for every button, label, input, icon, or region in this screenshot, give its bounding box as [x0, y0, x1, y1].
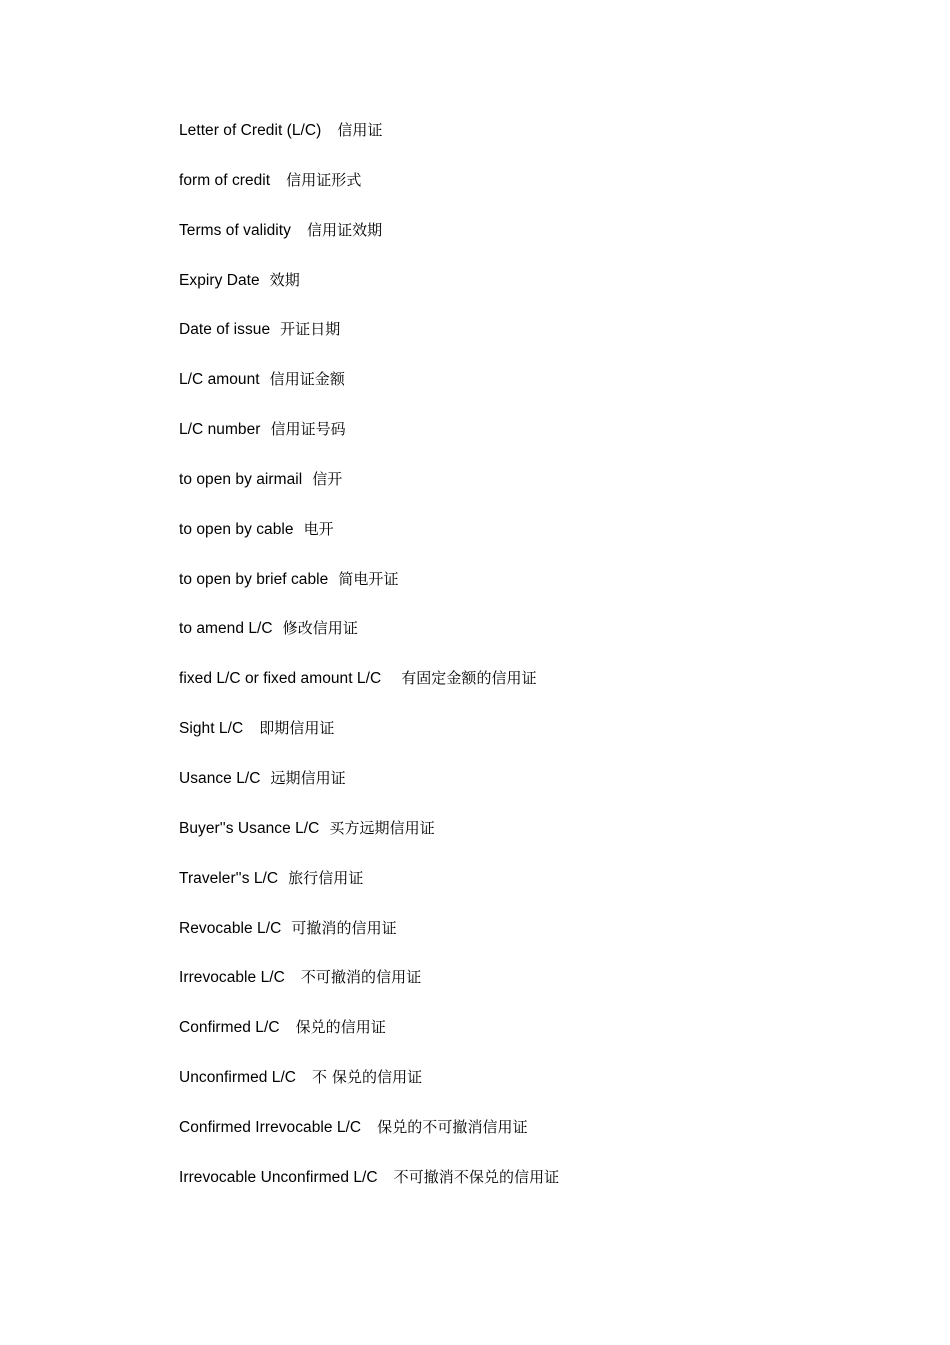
glossary-entry	[179, 366, 559, 416]
english-term: L/C amount	[179, 371, 260, 389]
english-term: to open by brief cable	[179, 570, 329, 588]
chinese-term: 修改信用证	[282, 619, 358, 638]
glossary-list	[179, 117, 559, 1214]
english-term: form of credit	[179, 171, 271, 189]
chinese-term: 不可撤消不保兑的信用证	[393, 1167, 560, 1186]
chinese-term: 信开	[312, 469, 343, 488]
chinese-term: 效期	[269, 270, 300, 289]
glossary-entry	[179, 1064, 559, 1114]
glossary-entry	[179, 1114, 559, 1164]
english-term: Sight L/C	[179, 720, 244, 738]
english-term: Irrevocable Unconfirmed L/C	[179, 1168, 378, 1186]
chinese-term: 买方远期信用证	[329, 818, 435, 837]
english-term: to open by airmail	[179, 470, 303, 488]
english-term: Traveler''s L/C	[179, 869, 279, 887]
english-term: Revocable L/C	[179, 919, 282, 937]
english-term: Confirmed Irrevocable L/C	[179, 1118, 362, 1136]
chinese-term: 保兑的不可撤消信用证	[377, 1117, 528, 1136]
glossary-entry	[179, 815, 559, 865]
glossary-entry	[179, 665, 559, 715]
chinese-term: 开证日期	[280, 320, 341, 339]
glossary-entry	[179, 1164, 559, 1214]
glossary-entry	[179, 167, 559, 217]
chinese-term: 保兑的信用证	[295, 1018, 386, 1037]
glossary-entry	[179, 715, 559, 765]
chinese-term: 信用证金额	[269, 370, 345, 389]
glossary-entry	[179, 316, 559, 366]
glossary-entry	[179, 1014, 559, 1064]
english-term: to open by cable	[179, 520, 294, 538]
chinese-term: 信用证形式	[286, 170, 362, 189]
english-term: Irrevocable L/C	[179, 969, 285, 987]
glossary-entry	[179, 964, 559, 1014]
chinese-term: 不可撤消的信用证	[300, 968, 422, 987]
english-term: L/C number	[179, 421, 261, 439]
english-term: Buyer''s Usance L/C	[179, 819, 320, 837]
english-term: Letter of Credit (L/C)	[179, 122, 322, 139]
english-term: Confirmed L/C	[179, 1019, 280, 1037]
glossary-entry	[179, 516, 559, 566]
english-term: to amend L/C	[179, 620, 273, 638]
chinese-term: 旅行信用证	[288, 868, 364, 887]
english-term: Usance L/C	[179, 769, 261, 787]
english-term: Date of issue	[179, 321, 271, 339]
english-term: Expiry Date	[179, 271, 260, 289]
chinese-term: 远期信用证	[270, 768, 346, 787]
chinese-term: 信用证号码	[270, 420, 346, 439]
glossary-entry	[179, 466, 559, 516]
chinese-term: 不 保兑的信用证	[312, 1068, 423, 1087]
english-term: Terms of validity	[179, 221, 291, 239]
glossary-entry	[179, 117, 559, 167]
glossary-entry	[179, 615, 559, 665]
glossary-entry	[179, 416, 559, 466]
glossary-entry	[179, 765, 559, 815]
chinese-term: 有固定金额的信用证	[401, 669, 537, 688]
english-term: Unconfirmed L/C	[179, 1069, 297, 1087]
glossary-entry	[179, 915, 559, 965]
chinese-term: 即期信用证	[259, 719, 335, 738]
chinese-term: 简电开证	[338, 569, 399, 588]
chinese-term: 信用证	[337, 121, 383, 139]
chinese-term: 信用证效期	[306, 220, 383, 239]
glossary-entry	[179, 865, 559, 915]
glossary-entry	[179, 566, 559, 616]
chinese-term: 可撤消的信用证	[291, 918, 397, 937]
chinese-term: 电开	[303, 519, 334, 538]
english-term: fixed L/C or fixed amount L/C	[179, 670, 382, 688]
glossary-entry	[179, 267, 559, 317]
glossary-entry	[179, 217, 559, 267]
